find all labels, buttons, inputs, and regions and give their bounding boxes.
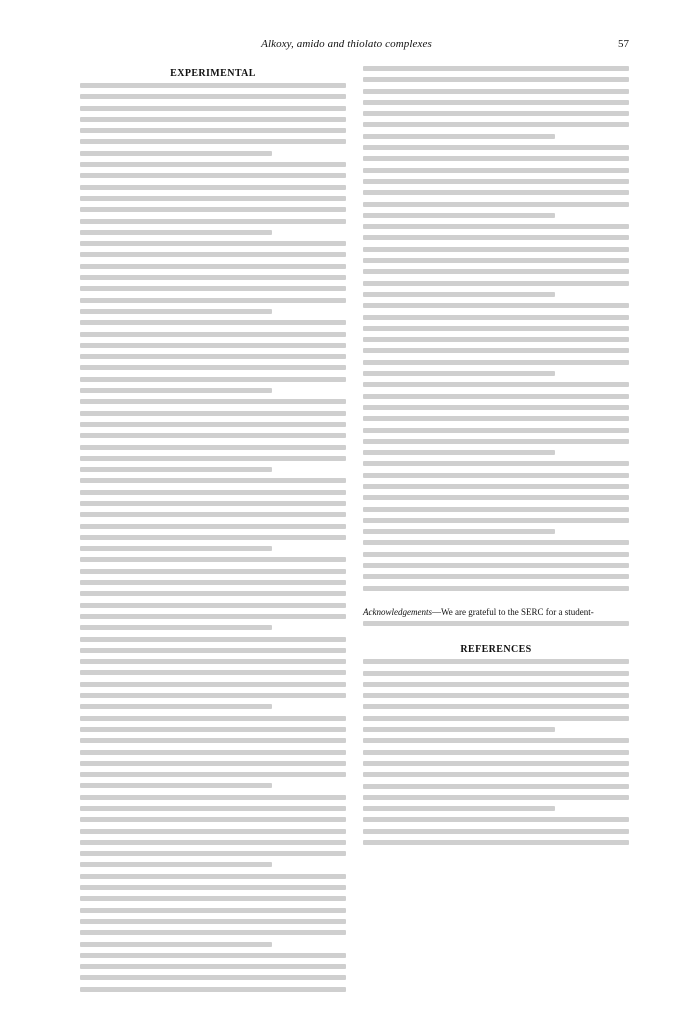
body-text-line — [80, 309, 272, 314]
body-text-line — [363, 574, 629, 579]
body-text-line — [363, 552, 629, 557]
body-text-line — [80, 896, 346, 901]
body-text-line — [363, 382, 629, 387]
body-text-line — [80, 388, 272, 393]
body-text-line — [80, 445, 346, 450]
page-number: 57 — [618, 38, 629, 50]
body-text-line — [363, 111, 629, 116]
references-heading: REFERENCES — [460, 644, 532, 656]
body-text-line — [80, 704, 272, 709]
reference-line — [363, 829, 629, 834]
body-text-line — [80, 139, 346, 144]
body-text-line — [363, 461, 629, 466]
body-text-line — [80, 840, 346, 845]
body-text-line — [80, 591, 346, 596]
body-text-line — [363, 518, 629, 523]
acknowledgements-rest — [363, 621, 629, 626]
body-text-line — [363, 586, 629, 591]
body-text-line — [363, 337, 629, 342]
body-text-line — [80, 478, 346, 483]
body-text-line — [80, 286, 346, 291]
body-text-line — [80, 750, 346, 755]
body-text-line — [363, 100, 629, 105]
body-text-line — [80, 964, 346, 969]
body-text-line — [80, 343, 346, 348]
body-text-line — [363, 213, 555, 218]
body-text-line — [80, 761, 346, 766]
body-text-line — [363, 168, 629, 173]
reference-line — [363, 682, 629, 687]
body-text-line — [363, 416, 629, 421]
body-text-line — [363, 439, 629, 444]
body-text-line — [80, 772, 346, 777]
body-text-line — [80, 919, 346, 924]
body-text-line — [80, 354, 346, 359]
body-text-line — [80, 738, 346, 743]
body-text-line — [80, 433, 346, 438]
body-text-line — [80, 185, 346, 190]
body-text-line — [80, 557, 346, 562]
body-text-line — [80, 207, 346, 212]
body-text-line — [363, 292, 555, 297]
body-text-line — [80, 162, 346, 167]
acknowledgements-text: —We are grateful to the SERC for a student- — [431, 606, 594, 617]
body-text-line — [80, 930, 346, 935]
reference-line — [363, 716, 629, 721]
body-text-line — [80, 399, 346, 404]
body-text-line — [80, 411, 346, 416]
body-text-line — [80, 625, 272, 630]
reference-line — [363, 784, 629, 789]
body-text-line — [80, 829, 346, 834]
body-text-line — [80, 524, 346, 529]
right-column-body — [363, 66, 629, 591]
body-text-line — [80, 682, 346, 687]
body-text-line — [363, 450, 555, 455]
body-text-line — [80, 817, 346, 822]
body-text-line — [363, 145, 629, 150]
body-text-line — [80, 637, 346, 642]
body-text-line — [363, 281, 629, 286]
body-text-line — [80, 467, 272, 472]
body-text-line — [363, 224, 629, 229]
body-text-line — [363, 484, 629, 489]
body-text-line — [80, 546, 272, 551]
body-text-line — [80, 275, 346, 280]
body-text-line — [80, 196, 346, 201]
body-text-line — [80, 659, 346, 664]
reference-line — [363, 693, 629, 698]
body-text-line — [80, 490, 346, 495]
body-text-line — [80, 727, 346, 732]
body-text-line — [363, 360, 629, 365]
body-text-line — [80, 716, 346, 721]
right-column — [363, 66, 629, 851]
body-text-line — [80, 298, 346, 303]
body-text-line — [80, 693, 346, 698]
body-text-line — [80, 862, 272, 867]
body-text-line — [80, 241, 346, 246]
body-text-line — [363, 190, 629, 195]
body-text-line — [80, 365, 346, 370]
body-text-line — [363, 235, 629, 240]
body-text-line — [363, 89, 629, 94]
body-text-line — [363, 405, 629, 410]
reference-line — [363, 704, 629, 709]
reference-line — [363, 806, 555, 811]
body-text-line — [80, 94, 346, 99]
body-text-line — [363, 134, 555, 139]
body-text-line — [80, 535, 346, 540]
reference-line — [363, 659, 629, 664]
body-text-line — [80, 975, 346, 980]
body-text-line — [363, 428, 629, 433]
body-text-line — [80, 614, 346, 619]
reference-line — [363, 795, 629, 800]
body-text-line — [80, 670, 346, 675]
experimental-heading: EXPERIMENTAL — [170, 68, 256, 79]
body-text-line — [80, 908, 346, 913]
reference-line — [363, 772, 629, 777]
body-text-line — [363, 77, 629, 82]
body-text-line — [80, 106, 346, 111]
reference-line — [363, 671, 629, 676]
body-text-line — [80, 806, 346, 811]
body-text-line — [80, 874, 346, 879]
body-text-line — [80, 501, 346, 506]
acknowledgements — [363, 607, 629, 618]
reference-line — [363, 817, 629, 822]
body-text-line — [363, 202, 629, 207]
body-text-line — [363, 303, 629, 308]
body-text-line — [80, 128, 346, 133]
reference-line — [363, 761, 629, 766]
body-text-line — [80, 851, 346, 856]
body-text-line — [80, 332, 346, 337]
body-text-line — [363, 315, 629, 320]
references-list — [363, 659, 629, 845]
body-text-line — [80, 151, 272, 156]
body-text-line — [80, 456, 346, 461]
body-text-line — [363, 258, 629, 263]
body-text-line — [80, 252, 346, 257]
body-text-line — [80, 173, 346, 178]
body-text-line — [363, 473, 629, 478]
body-text-line — [80, 230, 272, 235]
body-text-line — [363, 371, 555, 376]
body-text-line — [363, 540, 629, 545]
body-text-line — [80, 219, 346, 224]
body-text-line — [80, 942, 272, 947]
body-text-line — [363, 507, 629, 512]
body-text-line — [80, 377, 346, 382]
body-text-line — [363, 156, 629, 161]
reference-line — [363, 738, 629, 743]
body-text-line — [363, 563, 629, 568]
body-text-line — [80, 953, 346, 958]
body-text-line — [80, 795, 346, 800]
body-text-line — [363, 179, 629, 184]
reference-line — [363, 840, 629, 845]
body-text-line — [363, 269, 629, 274]
body-text-line — [363, 529, 555, 534]
body-text-line — [363, 621, 629, 626]
reference-line — [363, 750, 629, 755]
acknowledgements-label: Acknowledgements — [363, 606, 432, 617]
body-text-line — [80, 83, 346, 88]
body-text-line — [363, 348, 629, 353]
body-text-line — [363, 326, 629, 331]
reference-line — [363, 727, 555, 732]
body-text-line — [363, 66, 629, 71]
body-text-line — [80, 264, 346, 269]
body-text-line — [80, 512, 346, 517]
body-text-line — [80, 569, 346, 574]
body-text-line — [80, 422, 346, 427]
running-head: Alkoxy, amido and thiolato complexes — [261, 38, 432, 50]
body-text-line — [363, 247, 629, 252]
body-text-line — [363, 394, 629, 399]
body-text-line — [363, 122, 629, 127]
left-column — [80, 66, 346, 998]
body-text-line — [80, 648, 346, 653]
body-text-line — [80, 117, 346, 122]
body-text-line — [80, 783, 272, 788]
body-text-line — [363, 495, 629, 500]
body-text-line — [80, 987, 346, 992]
body-text-line — [80, 320, 346, 325]
body-text-line — [80, 580, 346, 585]
body-text-line — [80, 603, 346, 608]
body-text-line — [80, 885, 346, 890]
